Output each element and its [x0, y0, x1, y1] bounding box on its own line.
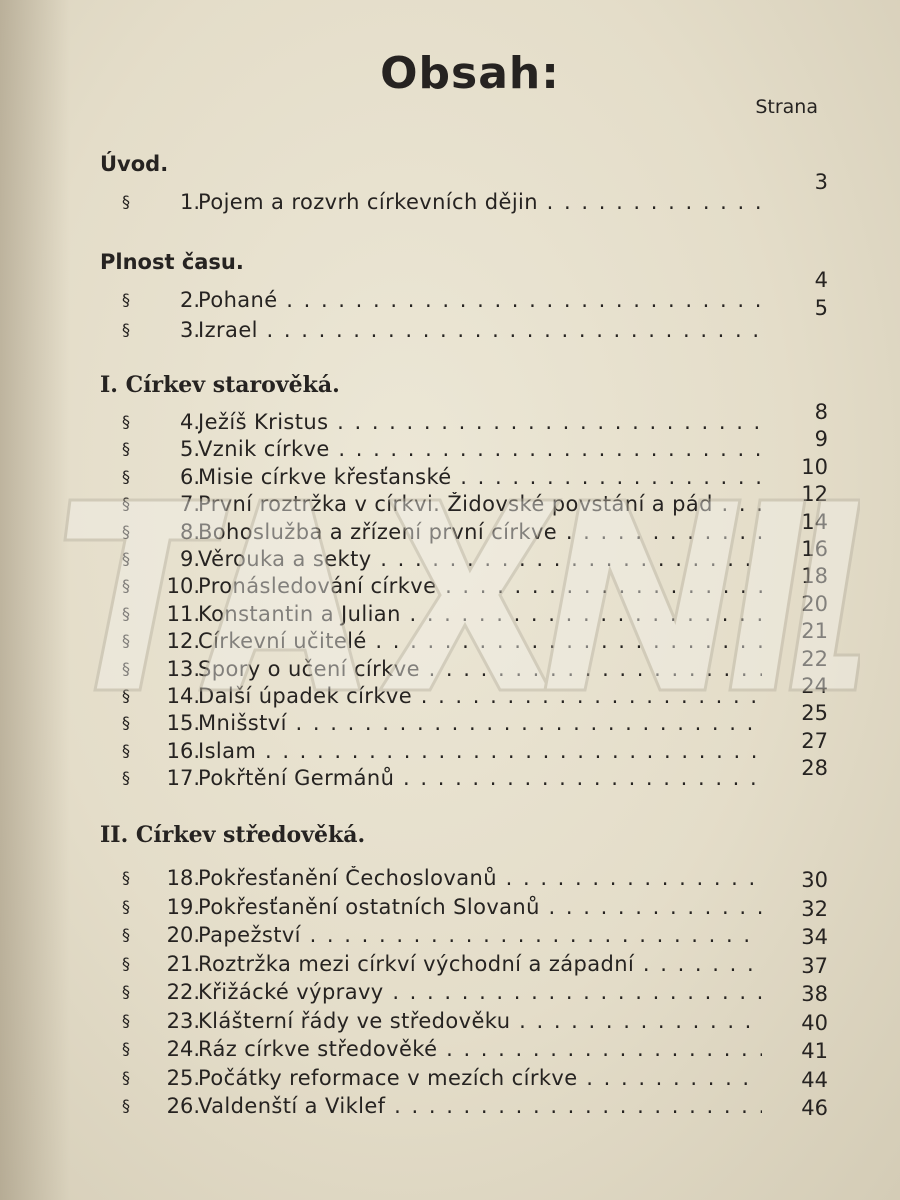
section-symbol: § — [122, 603, 130, 623]
entry-page: 8 — [814, 400, 828, 424]
toc-entry[interactable] — [122, 482, 828, 522]
entry-number: 11. — [166, 601, 200, 626]
section-symbol: § — [122, 320, 130, 339]
section-symbol: § — [122, 494, 130, 514]
entry-page: 3 — [814, 170, 828, 194]
entry-title: Ježíš Kristus . . . — [198, 410, 762, 434]
entry-title: Roztržka mezi církví východní a západní . . . — [198, 952, 762, 976]
section-heading-medieval-church: II. Církev středověká. — [100, 822, 366, 848]
entry-number: 24. — [166, 1037, 200, 1061]
entry-number: 25. — [166, 1065, 200, 1090]
toc-entry[interactable] — [122, 427, 828, 467]
section-heading-ancient-church: I. Církev starověká. — [100, 372, 340, 398]
entry-title: První roztržka v církvi. Židovské povstání a pád . . . — [198, 492, 762, 516]
entry-number: 16. — [166, 738, 200, 763]
section-symbol: § — [122, 953, 130, 973]
entry-title: Církevní učitelé . . . — [198, 629, 762, 653]
toc-entry[interactable] — [122, 1094, 828, 1124]
entry-title: Vznik církve . . . — [198, 437, 762, 461]
entry-page: 9 — [814, 427, 828, 452]
section-symbol: § — [122, 412, 130, 431]
entry-title: Pronásledování církve . . . — [198, 574, 762, 598]
toc-entry[interactable] — [122, 728, 828, 769]
section-symbol: § — [122, 1039, 130, 1058]
entry-number: 26. — [166, 1094, 200, 1118]
entry-title: Počátky reformace v mezích církve . . . — [198, 1066, 762, 1090]
section-symbol: § — [122, 982, 130, 1001]
toc-entry[interactable] — [122, 980, 828, 1010]
page-edge-shadow — [0, 0, 70, 1200]
entry-title: Pokřesťanění Čechoslovanů . . . — [198, 866, 762, 890]
section-symbol: § — [122, 290, 130, 309]
section-symbol: § — [122, 713, 130, 733]
entry-number: 10. — [166, 574, 200, 599]
entry-number: 12. — [166, 629, 200, 654]
section-symbol: § — [122, 925, 130, 944]
entry-number: 13. — [166, 656, 200, 681]
entry-page: 37 — [801, 953, 828, 978]
section-heading-intro: Úvod. — [100, 152, 169, 176]
entry-page: 41 — [801, 1039, 828, 1063]
entry-number: 7. — [179, 492, 200, 517]
entry-title: Islam . . . — [198, 739, 762, 763]
entry-page: 18 — [801, 564, 828, 589]
entry-number: 17. — [166, 766, 200, 791]
entry-number: 5. — [179, 437, 200, 462]
toc-entry[interactable] — [122, 170, 828, 220]
toc-entry[interactable] — [122, 952, 828, 982]
entry-title: Spory o učení církve . . . — [198, 657, 762, 681]
toc-entry[interactable] — [122, 895, 828, 925]
toc-entry[interactable] — [122, 866, 828, 896]
entry-number: 15. — [166, 711, 200, 736]
toc-entry[interactable] — [122, 268, 828, 318]
section-symbol: § — [122, 868, 130, 887]
entry-title: Ráz církve středověké . . . — [198, 1037, 762, 1061]
entry-number: 22. — [166, 980, 200, 1004]
entry-title: Izrael . . . — [198, 318, 762, 342]
entry-title: Pokřtění Germánů . . . — [198, 766, 762, 790]
page-column-label: Strana — [755, 96, 818, 118]
entry-number: 19. — [166, 894, 200, 919]
toc-entry[interactable] — [122, 509, 828, 550]
entry-page: 25 — [801, 701, 828, 726]
entry-number: 1. — [179, 190, 200, 214]
entry-page: 22 — [801, 646, 828, 671]
entry-page: 12 — [801, 482, 828, 507]
section-symbol: § — [122, 740, 130, 760]
entry-title: Valdenští a Viklef . . . — [198, 1094, 762, 1118]
entry-title: Věrouka a sekty . . . — [198, 547, 762, 571]
toc-entry[interactable] — [122, 923, 828, 953]
entry-page: 21 — [801, 619, 828, 644]
toc-entry[interactable] — [122, 454, 828, 495]
section-heading-fullness-of-time: Plnost času. — [100, 250, 244, 274]
entry-number: 3. — [179, 318, 200, 342]
entry-number: 6. — [179, 464, 200, 489]
entry-number: 9. — [179, 547, 200, 571]
page-title: Obsah: — [380, 48, 560, 99]
section-symbol: § — [122, 192, 130, 211]
entry-title: Klášterní řády ve středověku . . . — [198, 1009, 762, 1033]
entry-page: 44 — [801, 1067, 828, 1092]
toc-entry[interactable] — [122, 1009, 828, 1039]
toc-entry[interactable] — [122, 701, 828, 741]
entry-number: 14. — [166, 684, 200, 708]
toc-entry[interactable] — [122, 1066, 828, 1096]
entry-page: 5 — [814, 296, 828, 320]
entry-title: Mnišství . . . — [198, 711, 762, 735]
toc-entry[interactable] — [122, 1037, 828, 1067]
entry-page: 40 — [801, 1010, 828, 1035]
entry-number: 21. — [166, 951, 200, 976]
toc-entry[interactable] — [122, 400, 828, 440]
entry-page: 16 — [801, 537, 828, 561]
entry-page: 20 — [801, 591, 828, 616]
entry-number: 4. — [179, 410, 200, 434]
entry-title: Křižácké výpravy . . . — [198, 980, 762, 1004]
entry-page: 46 — [801, 1096, 828, 1120]
entry-title: Pohané . . . — [198, 288, 762, 312]
entry-page: 10 — [801, 454, 828, 479]
entry-page: 14 — [801, 509, 828, 534]
entry-title: Další úpadek církve . . . — [198, 684, 762, 708]
section-symbol: § — [122, 631, 130, 651]
entry-page: 4 — [814, 268, 828, 292]
section-symbol: § — [122, 549, 130, 568]
entry-page: 32 — [801, 896, 828, 921]
section-symbol: § — [122, 1096, 130, 1115]
section-symbol: § — [122, 521, 130, 541]
section-symbol: § — [122, 768, 130, 788]
entry-page: 34 — [801, 925, 828, 949]
toc-entry[interactable] — [122, 619, 828, 659]
entry-title: Bohoslužba a zřízení první církve . . . — [198, 520, 762, 544]
entry-title: Pojem a rozvrh církevních dějin . . . — [198, 190, 762, 214]
section-symbol: § — [122, 1010, 130, 1030]
section-symbol: § — [122, 1067, 130, 1087]
toc-entry[interactable] — [122, 674, 828, 714]
section-symbol: § — [122, 686, 130, 705]
entry-title: Pokřesťanění ostatních Slovanů . . . — [198, 895, 762, 919]
section-symbol: § — [122, 658, 130, 678]
entry-page: 30 — [801, 868, 828, 892]
toc-entry[interactable] — [122, 564, 828, 604]
toc-entry[interactable] — [122, 591, 828, 632]
toc-entry[interactable] — [122, 646, 828, 687]
entry-title: Misie církve křesťanské . . . — [198, 465, 762, 489]
entry-number: 20. — [166, 923, 200, 947]
section-symbol: § — [122, 896, 130, 916]
entry-title: Papežství . . . — [198, 923, 762, 947]
entry-number: 23. — [166, 1008, 200, 1033]
section-symbol: § — [122, 576, 130, 596]
toc-entry[interactable] — [122, 537, 828, 577]
entry-number: 8. — [179, 519, 200, 544]
entry-number: 2. — [179, 288, 200, 312]
entry-page: 24 — [801, 674, 828, 698]
entry-page: 38 — [801, 982, 828, 1006]
section-symbol: § — [122, 466, 130, 486]
entry-number: 18. — [166, 866, 200, 890]
section-symbol: § — [122, 439, 130, 459]
entry-title: Konstantin a Julian . . . — [198, 602, 762, 626]
entry-page: 27 — [801, 728, 828, 753]
entry-page: 28 — [801, 756, 828, 781]
toc-entry[interactable] — [122, 756, 828, 796]
